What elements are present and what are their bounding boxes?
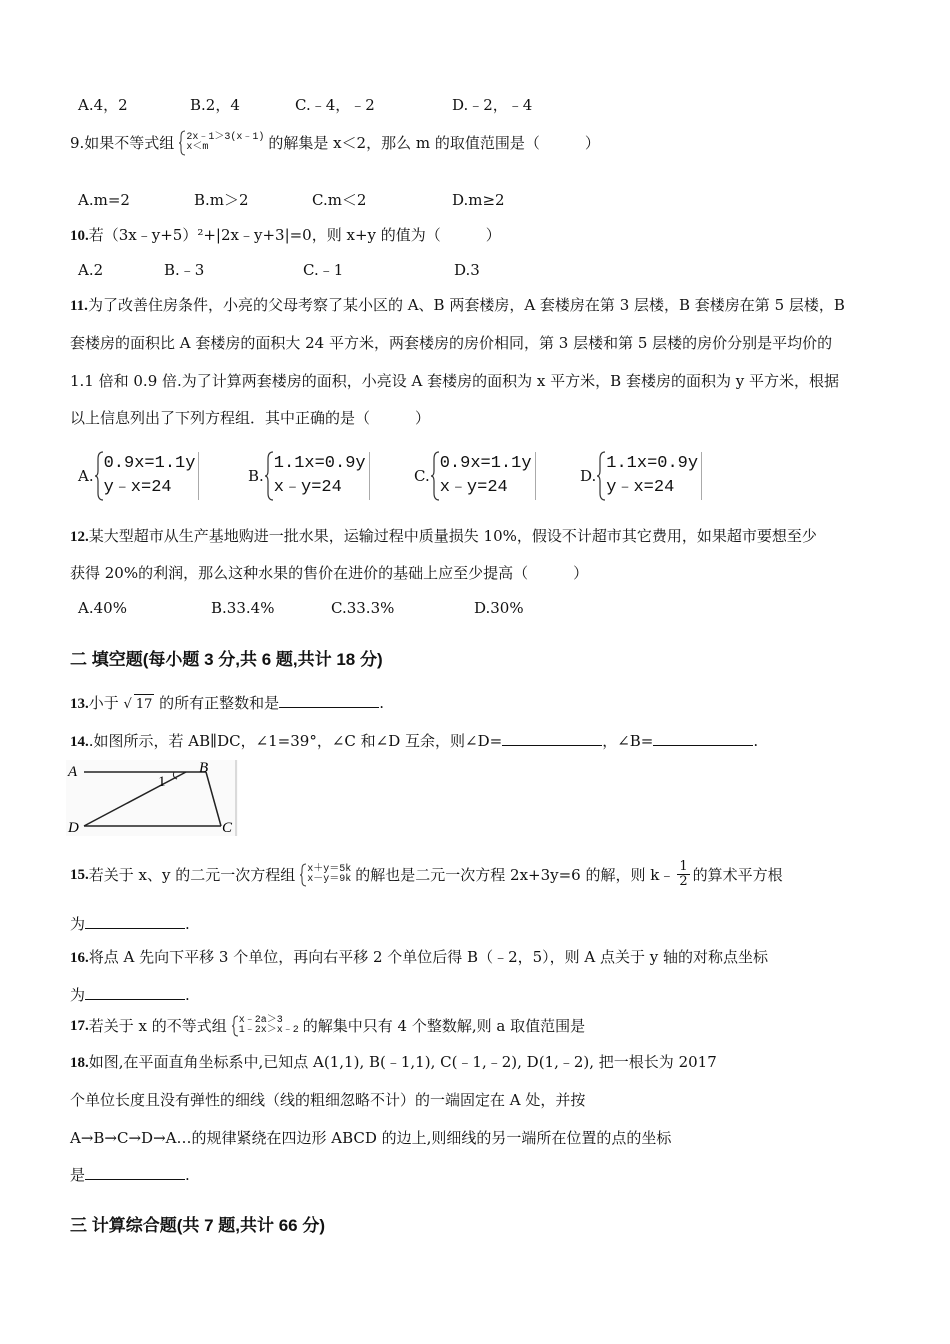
q14-answer-blank-b[interactable] xyxy=(653,731,753,746)
q11-c-eq1: 0.9x=1.1y xyxy=(439,454,532,473)
q17-question xyxy=(70,1015,585,1037)
q18-answer-blank[interactable] xyxy=(85,1165,185,1180)
q11-line-1 xyxy=(70,295,845,316)
q11-text-1: 为了改善住房条件，小亮的父母考察了某小区的 A、B 两套楼房，A 套楼房在第 3 层楼，B 套楼房在第 5 层楼，B xyxy=(87,296,845,314)
q13-answer-blank[interactable] xyxy=(279,693,379,708)
q9-question xyxy=(70,130,600,156)
q18-line4-text: 是 xyxy=(70,1166,86,1184)
q9-option-c: C.m＜2 xyxy=(312,191,367,209)
q18-end: . xyxy=(185,1166,190,1184)
q11-a-eq2: y﹣x=24 xyxy=(103,478,172,497)
q15-system xyxy=(299,863,351,887)
q9-eq1: 2x﹣1＞3(x﹣1) xyxy=(186,132,265,143)
q11-b-eq2: x﹣y=24 xyxy=(273,478,342,497)
q11-option-c-label: C. xyxy=(414,467,430,485)
q17-eq1: x﹣2a＞3 xyxy=(238,1015,283,1026)
q11-option-a-label: A. xyxy=(78,467,94,485)
q11-line-3: 1.1 倍和 0.9 倍.为了计算两套楼房的面积，小亮设 A 套楼房的面积为 x 平方米，B 套楼房的面积为 y 平方米，根据 xyxy=(70,372,839,390)
q15-end: . xyxy=(185,915,190,933)
q17-eq2: 1﹣2x＞x﹣2 xyxy=(238,1025,299,1036)
q18-line-3: A→B→C→D→A…的规律紧绕在四边形 ABCD 的边上,则细线的另一端所在位置的点的坐标 xyxy=(70,1129,672,1147)
q10-option-c: C.﹣1 xyxy=(303,261,344,279)
q16-text: 将点 A 先向下平移 3 个单位，再向右平移 2 个单位后得 B（﹣2，5），则 A 点关于 y 轴的对称点坐标 xyxy=(88,948,769,966)
q15-mid: 的解也是二元一次方程 2x+3y=6 的解，则 k﹣ xyxy=(355,865,675,884)
q13-question xyxy=(70,693,384,715)
q12-number: 12. xyxy=(70,529,89,545)
q14-text: .如图所示，若 AB∥DC，∠1=39°，∠C 和∠D 互余，则∠D= xyxy=(88,732,503,750)
sqrt-icon: √ xyxy=(123,697,132,712)
q10-option-a: A.2 xyxy=(78,261,104,279)
q13-pre: 小于 xyxy=(88,694,119,712)
q16-number: 16. xyxy=(70,950,89,966)
q16-line2-text: 为 xyxy=(70,986,86,1004)
q9-option-a: A.m=2 xyxy=(78,191,130,209)
q11-option-d xyxy=(580,450,702,502)
q15-answer-blank[interactable] xyxy=(85,914,185,929)
q11-c-eq2: x﹣y=24 xyxy=(439,478,508,497)
q15-line2-text: 为 xyxy=(70,915,86,933)
q18-line-4 xyxy=(70,1165,190,1185)
label-a: A xyxy=(68,764,78,780)
q13-number: 13. xyxy=(70,696,89,712)
q10-option-d: D.3 xyxy=(454,261,480,279)
q15-pre: 若关于 x、y 的二元一次方程组 xyxy=(88,865,296,884)
q17-number: 17. xyxy=(70,1018,89,1034)
q12-option-a: A.40% xyxy=(78,599,127,617)
q9-eq2: x＜m xyxy=(186,142,209,153)
q10-question xyxy=(70,225,501,246)
label-b: B xyxy=(199,760,209,776)
q16-answer-blank[interactable] xyxy=(85,985,185,1000)
q11-d-eq1: 1.1x=0.9y xyxy=(606,454,699,473)
q18-line-1 xyxy=(70,1052,717,1073)
q15-eq2: x－y＝9k xyxy=(307,873,352,885)
q15-line-2 xyxy=(70,914,190,934)
q11-option-a xyxy=(78,450,199,502)
q12-line-2: 获得 20%的利润，那么这种水果的售价在进价的基础上应至少提高（ ） xyxy=(70,564,589,582)
q12-option-b: B.33.4% xyxy=(211,599,275,617)
q8-option-a: A.4，2 xyxy=(78,96,128,114)
q9-option-b: B.m＞2 xyxy=(194,191,249,209)
q18-text-1: 如图,在平面直角坐标系中,已知点 A(1,1), B(﹣1,1), C(﹣1,﹣2), D(1,﹣2), 把一根长为 2017 xyxy=(88,1053,717,1071)
q18-number: 18. xyxy=(70,1055,89,1071)
q11-option-b xyxy=(248,450,370,502)
q10-text: 若（3x﹣y+5）²+|2x﹣y+3|=0，则 x+y 的值为（ ） xyxy=(88,226,501,244)
q12-option-d: D.30% xyxy=(474,599,524,617)
brace-icon xyxy=(94,450,104,502)
q14-mid: ，∠B= xyxy=(602,732,654,750)
q16-line-2 xyxy=(70,985,190,1005)
q12-text-1: 某大型超市从生产基地购进一批水果，运输过程中质量损失 10%，假设不计超市其它费用，如果超市要想至少 xyxy=(88,527,817,545)
q11-option-d-label: D. xyxy=(580,467,597,485)
q9-option-d: D.m≥2 xyxy=(452,191,505,209)
q15-frac-numerator: 1 xyxy=(679,859,688,874)
q15-frac-denominator: 2 xyxy=(679,874,688,889)
q9-suffix: 的解集是 x＜2，那么 m 的取值范围是（ ） xyxy=(268,134,600,152)
q18-line-2: 个单位长度且没有弹性的细线（线的粗细忽略不计）的一端固定在 A 处，并按 xyxy=(70,1091,586,1109)
q15-fraction xyxy=(677,860,689,889)
q13-post: 的所有正整数和是 xyxy=(159,694,280,712)
q14-number: 14. xyxy=(70,734,89,750)
q10-option-b: B.﹣3 xyxy=(164,261,205,279)
label-d: D xyxy=(68,820,79,836)
q11-option-c xyxy=(414,450,536,502)
q14-question xyxy=(70,731,758,752)
q8-option-c: C.﹣4，﹣2 xyxy=(295,96,375,114)
q15-eq1: x＋y＝5k xyxy=(307,863,352,875)
q11-line-4: 以上信息列出了下列方程组．其中正确的是（ ） xyxy=(70,409,431,427)
q14-answer-blank-d[interactable] xyxy=(502,731,602,746)
q13-end: . xyxy=(379,694,384,712)
q15-question xyxy=(70,860,783,889)
brace-icon xyxy=(596,450,606,502)
q8-option-b: B.2，4 xyxy=(190,96,240,114)
brace-icon xyxy=(430,450,440,502)
q16-line-1 xyxy=(70,947,768,968)
q17-post: 的解集中只有 4 个整数解,则 a 取值范围是 xyxy=(302,1017,586,1035)
q9-prefix: 9.如果不等式组 xyxy=(70,134,175,152)
q14-figure xyxy=(66,760,238,836)
section-2-heading: 二 填空题(每小题 3 分,共 6 题,共计 18 分) xyxy=(70,650,383,669)
q10-number: 10. xyxy=(70,228,89,244)
q11-option-b-label: B. xyxy=(248,467,264,485)
brace-icon xyxy=(231,1015,239,1037)
q16-end: . xyxy=(185,986,190,1004)
q17-system xyxy=(231,1015,299,1037)
q11-b-eq1: 1.1x=0.9y xyxy=(273,454,366,473)
q11-number: 11. xyxy=(70,298,88,314)
q11-a-eq1: 0.9x=1.1y xyxy=(103,454,196,473)
q17-pre: 若关于 x 的不等式组 xyxy=(88,1017,227,1035)
q8-option-d: D.﹣2，﹣4 xyxy=(452,96,533,114)
q15-post: 的算术平方根 xyxy=(692,865,783,884)
brace-icon xyxy=(299,863,307,887)
section-3-heading: 三 计算综合题(共 7 题,共计 66 分) xyxy=(70,1216,326,1235)
q15-number: 15. xyxy=(70,866,89,883)
label-angle-1: 1 xyxy=(158,774,166,790)
q11-d-eq2: y﹣x=24 xyxy=(606,478,675,497)
brace-icon xyxy=(264,450,274,502)
q12-option-c: C.33.3% xyxy=(331,599,395,617)
label-c: C xyxy=(222,820,233,836)
q9-system xyxy=(178,130,264,156)
q13-radicand: 17 xyxy=(134,694,155,715)
q11-line-2: 套楼房的面积比 A 套楼房的面积大 24 平方米，两套楼房的房价相同，第 3 层楼和第 5 层楼的房价分别是平均价的 xyxy=(70,334,833,352)
q12-line-1 xyxy=(70,526,817,547)
q14-end: . xyxy=(753,732,759,750)
brace-icon xyxy=(178,130,186,156)
